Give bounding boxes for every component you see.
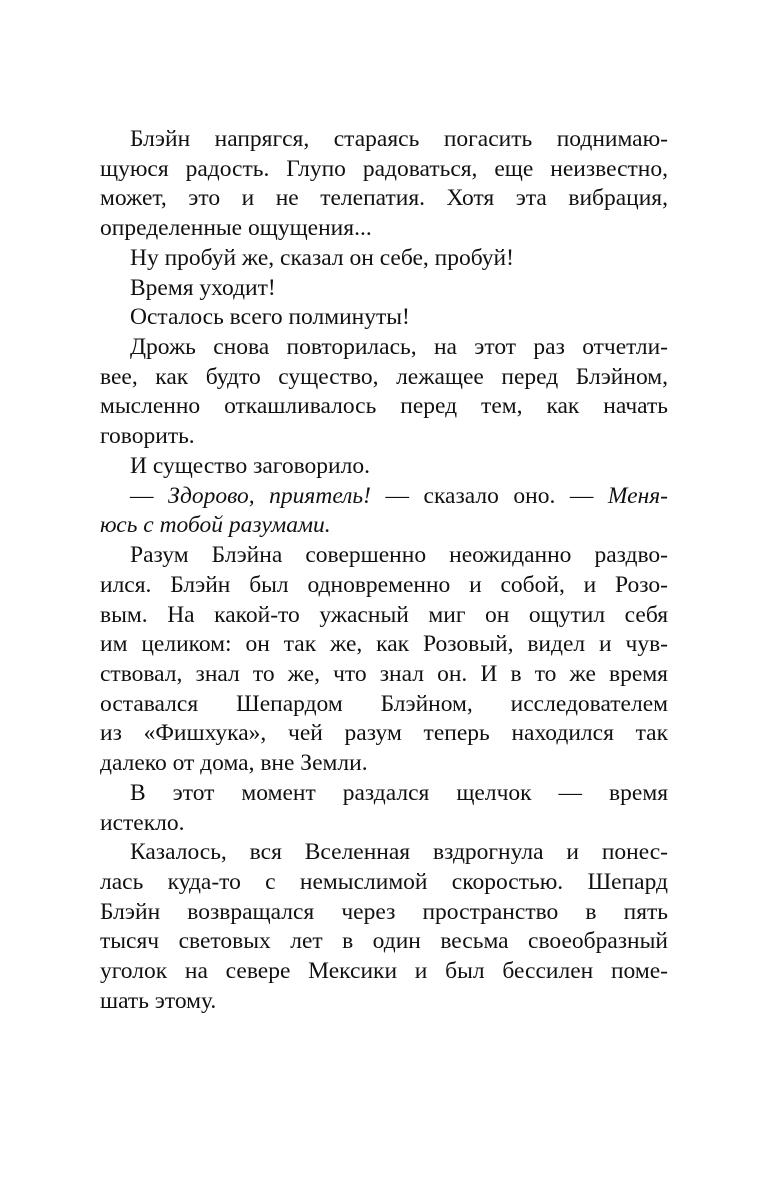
text-line	[100, 125, 668, 155]
text-segment: из «Фишхука», чей разум теперь находился так	[100, 720, 668, 747]
text-line	[100, 660, 668, 690]
text-segment: лась куда-то с немыслимой скоростью. Шепард	[100, 868, 668, 895]
text-line	[100, 155, 668, 185]
text-segment: может, это и не телепатия. Хотя эта вибрация,	[100, 185, 668, 212]
text-segment: далеко от дома, вне Земли.	[100, 750, 368, 777]
text-line	[100, 482, 668, 512]
text-segment: Осталось всего полминуты!	[130, 304, 410, 331]
text-line	[100, 957, 668, 987]
paragraph	[100, 779, 668, 838]
text-line	[100, 779, 668, 809]
text-segment: Блэйн напрягся, стараясь погасить поднимаю-	[130, 126, 668, 152]
text-line	[100, 363, 668, 393]
paragraph	[100, 333, 668, 452]
paragraph	[100, 482, 668, 541]
italic-speech-text: Здорово, приятель!	[168, 482, 371, 509]
text-line	[100, 571, 668, 601]
text-segment: И существо заговорило.	[130, 452, 370, 479]
text-segment: уголок на севере Мексики и был бессилен поме-	[100, 958, 668, 985]
text-segment: ился. Блэйн был одновременно и собой, и Розо-	[100, 571, 668, 598]
text-line	[100, 333, 668, 363]
text-segment: —	[130, 482, 169, 509]
text-segment: — сказало оно. —	[370, 482, 608, 509]
text-segment: определенные ощущения...	[100, 215, 372, 242]
text-segment: Ну пробуй же, сказал он себе, пробуй!	[130, 244, 514, 271]
text-line	[100, 868, 668, 898]
text-segment: В этот момент раздался щелчок — время	[130, 779, 668, 806]
text-segment: говорить.	[100, 423, 195, 450]
text-line	[100, 511, 668, 541]
text-line	[100, 244, 668, 274]
text-line	[100, 214, 668, 244]
text-line	[100, 749, 668, 779]
paragraph	[100, 244, 668, 274]
text-line	[100, 927, 668, 957]
text-line	[100, 392, 668, 422]
paragraph	[100, 452, 668, 482]
text-segment: им целиком: он так же, как Розовый, видел и чув-	[100, 631, 668, 658]
paragraph	[100, 541, 668, 779]
text-line	[100, 184, 668, 214]
text-line	[100, 303, 668, 333]
text-line	[100, 452, 668, 482]
text-segment: Блэйн возвращался через пространство в пять	[100, 898, 668, 925]
italic-speech-text: Меня-	[607, 482, 669, 509]
text-line	[100, 838, 668, 868]
paragraph	[100, 274, 668, 304]
paragraph	[100, 838, 668, 1016]
text-segment: вым. На какой-то ужасный миг он ощутил себя	[100, 601, 668, 628]
text-segment: оставался Шепардом Блэйном, исследователем	[100, 690, 668, 717]
text-line	[100, 719, 668, 749]
text-line	[100, 274, 668, 304]
text-segment: тысяч световых лет в один весьма своеобразный	[100, 928, 668, 955]
text-line	[100, 422, 668, 452]
text-segment: Время уходит!	[130, 274, 276, 301]
paragraph	[100, 303, 668, 333]
text-segment: Казалось, вся Вселенная вздрогнула и понес-	[130, 839, 668, 866]
paragraph	[100, 125, 668, 244]
text-line	[100, 690, 668, 720]
text-line	[100, 541, 668, 571]
text-segment: щуюся радость. Глупо радоваться, еще неизвестно,	[100, 155, 668, 182]
text-segment: шать этому.	[100, 987, 217, 1014]
text-line	[100, 601, 668, 631]
text-line	[100, 898, 668, 928]
text-segment: вее, как будто существо, лежащее перед Блэйном,	[100, 363, 668, 390]
text-segment: Разум Блэйна совершенно неожиданно раздво-	[130, 542, 668, 569]
text-segment: Дрожь снова повторилась, на этот раз отчетли-	[130, 334, 668, 361]
text-segment: мысленно откашливалось перед тем, как начать	[100, 393, 668, 420]
text-line	[100, 987, 668, 1017]
text-segment: истекло.	[100, 809, 185, 836]
book-page-text	[100, 125, 668, 1017]
text-line	[100, 809, 668, 839]
italic-speech-text: юсь с тобой разумами.	[100, 512, 331, 539]
text-line	[100, 630, 668, 660]
text-segment: ствовал, знал то же, что знал он. И в то же время	[100, 660, 668, 687]
